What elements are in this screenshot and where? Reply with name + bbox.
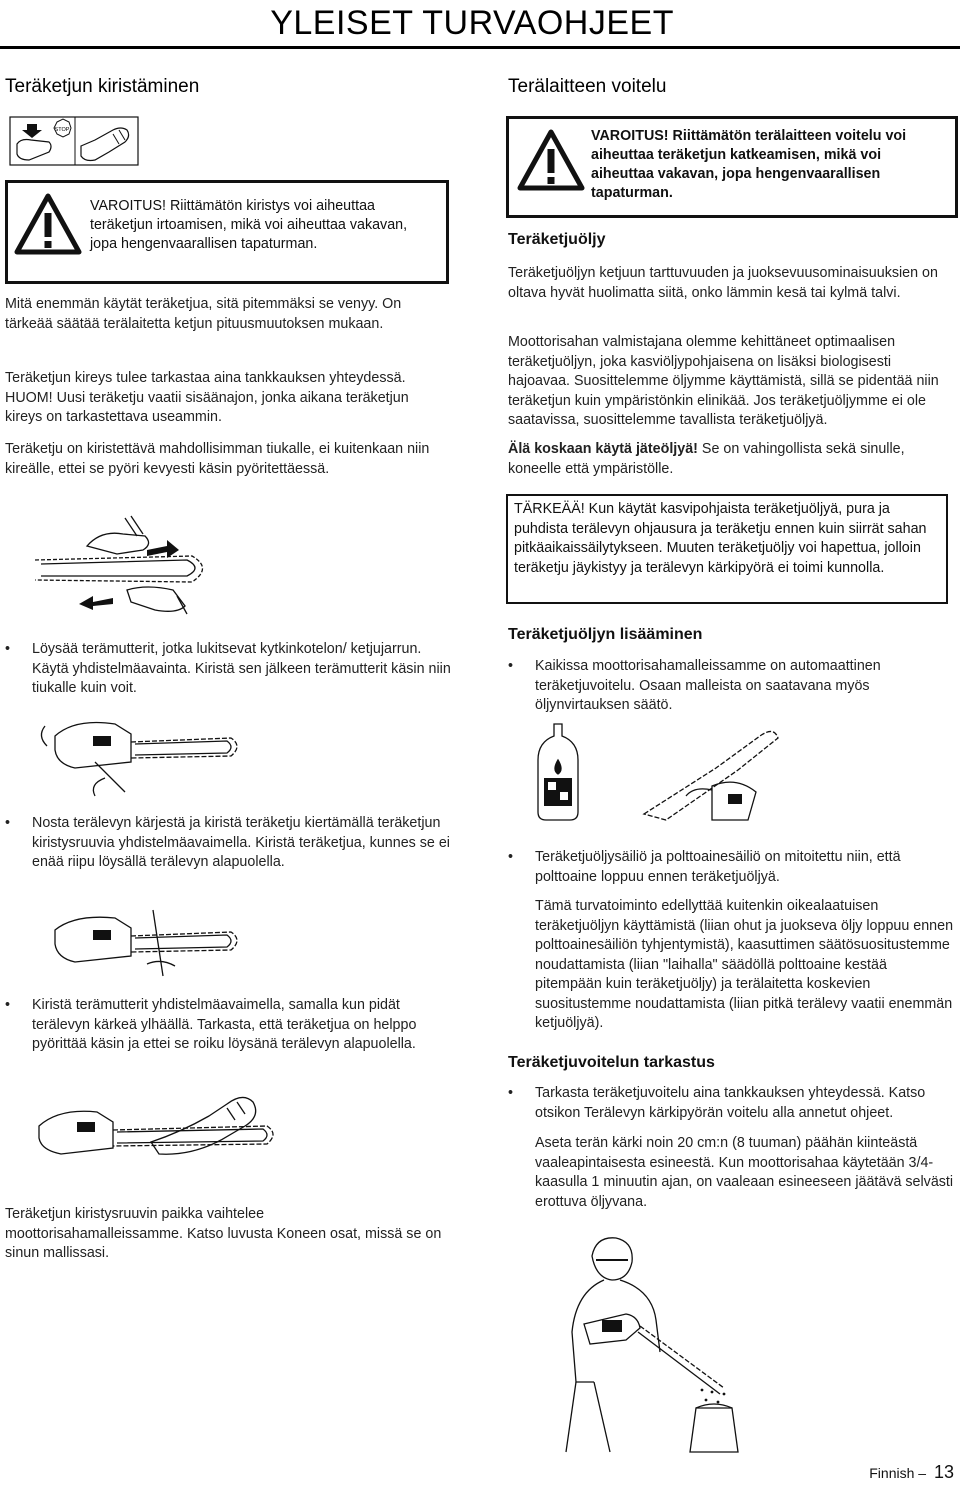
paragraph-oil-properties: Teräketjuöljyn ketjuun tarttuvuuden ja juoksevuusominaisuuksien on oltava hyvät huolimatta siitä, onko lämmin kesä tai kylmä talvi. xyxy=(508,265,938,301)
subheading-chain-oil: Teräketjuöljy xyxy=(508,231,606,248)
illustration-oil-bottle-saw xyxy=(516,716,796,828)
glove-chain-illustration xyxy=(31,1086,281,1186)
stop-glove-icon xyxy=(9,116,139,166)
header-rule xyxy=(0,46,960,49)
chain-hand-illustration xyxy=(27,510,227,622)
svg-text:STOP: STOP xyxy=(54,127,70,133)
paragraph-screw-location: Teräketjun kiristysruuvin paikka vaihtelee moottorisahamalleissamme. Katso luvusta Koneen osat, missä se on sinun mallissasi. xyxy=(5,1206,442,1261)
illustration-operator-oil-test xyxy=(556,1232,746,1458)
illustration-hand-rotating-chain xyxy=(27,510,227,622)
warning-box-chain-tension xyxy=(5,180,449,284)
saw-screw-illustration xyxy=(35,904,245,984)
paragraph-safety-function: Tämä turvatoiminto edellyttää kuitenkin oikealaatuisen teräketjuöljyn käyttämistä (liian ohut ja juokseva öljy loppuu ennen polttoainesäiliön tyhjentymistä), kaasuttimen säätösuositustemme noudattamista (liian "laihalla" säädöllä polttoaine kestää pitempään kuin teräketjuöljy) ja terälaitetta koskevien suositustemme noudattamista (liian pitkä terälevy vaatii enemmän ketjuöljyä). xyxy=(535,898,954,1031)
paragraph-oil-test: Aseta terän kärki noin 20 cm:n (8 tuuman) päähän kiinteästä vaaleapintaisesta esineestä. Kun moottorisahaa käytetään 3/4-kaasulla 1 minuutin ajan, on vaaleaan esineeseen jäätävä selvästi erottuva öljyvana. xyxy=(535,1135,954,1210)
illustration-saw-wrench xyxy=(35,706,245,798)
page-header-title: YLEISET TURVAOHJEET xyxy=(270,4,674,42)
illustration-saw-tension-screw xyxy=(35,904,245,984)
subheading-adding-oil: Teräketjuöljyn lisääminen xyxy=(508,626,703,643)
warning-box-lubrication xyxy=(506,116,958,218)
paragraph-bio-oil: Moottorisahan valmistajana olemme kehittäneet optimaalisen teräketjuöljyn, joka kasviöljypohjaisena on lisäksi biologisesti hajoavaa. Suosittelemme öljymme käyttämistä, sillä se pidentää niin teräketjun kuin ympäristönkin elinikää. Jos teräketjuöljymme ei ole saatavissa, suosittelemme tavallista teräketjuöljyä. xyxy=(508,334,939,428)
warning-triangle-icon xyxy=(14,193,82,255)
footer-language: Finnish xyxy=(869,1465,915,1481)
saw-wrench-illustration xyxy=(35,706,245,798)
page-number: 13 xyxy=(933,1462,954,1482)
paragraph-no-waste-oil: Älä koskaan käytä jäteöljyä! Se on vahingollista sekä sinulle, koneelle että ympäristölle. xyxy=(508,441,905,477)
warning-text: VAROITUS! Riittämätön terälaitteen voitelu voi aiheuttaa teräketjun katkeamisen, mikä voi aiheuttaa vakavan, jopa hengenvaarallisen tapaturman. xyxy=(591,128,907,201)
oil-bottle-saw-illustration xyxy=(516,716,796,828)
page-footer xyxy=(869,1462,954,1483)
section-heading-lubrication: Terälaitteen voitelu xyxy=(508,76,667,97)
important-note-box: TÄRKEÄÄ! Kun käytät kasvipohjaista teräketjuöljyä, pura ja puhdista terälevyn ohjausura ja teräketju ennen kuin siirrät sahan pitkäaikaissäilytykseen. Muuten teräketjuöljy voi hapettua, jolloin teräketju jäykistyy ja terälevyn kärkipyörä ei toimi kunnolla. xyxy=(506,494,948,604)
paragraph-check-tension: Teräketjun kireys tulee tarkastaa aina tankkauksen yhteydessä. HUOM! Uusi teräketju vaatii sisäänajon, jonka aikana teräketjun kireys on tarkastettava useammin. xyxy=(5,370,409,425)
section-heading-chain-tension: Teräketjun kiristäminen xyxy=(5,76,200,97)
paragraph-stretch: Mitä enemmän käytät teräketjua, sitä pitemmäksi se venyy. On tärkeää säätää terälaitetta ketjun pituusmuutoksen mukaan. xyxy=(5,296,402,332)
paragraph-tighten: Teräketju on kiristettävä mahdollisimman tiukalle, ei kuitenkaan niin kireälle, ettei se pyöri kevyesti käsin pyöritettäessä. xyxy=(5,441,430,477)
warning-text: VAROITUS! Riittämätön kiristys voi aiheuttaa teräketjun irtoamisen, mikä voi aiheuttaa vakavan, jopa hengenvaarallisen tapaturman. xyxy=(90,198,408,252)
operator-illustration xyxy=(556,1232,746,1458)
subheading-check-lubrication: Teräketjuvoitelun tarkastus xyxy=(508,1054,715,1071)
safety-instruction-icons xyxy=(9,116,139,166)
warning-triangle-icon xyxy=(517,129,585,191)
footer-separator: – xyxy=(918,1465,927,1481)
illustration-gloved-hand-chain xyxy=(31,1086,281,1186)
